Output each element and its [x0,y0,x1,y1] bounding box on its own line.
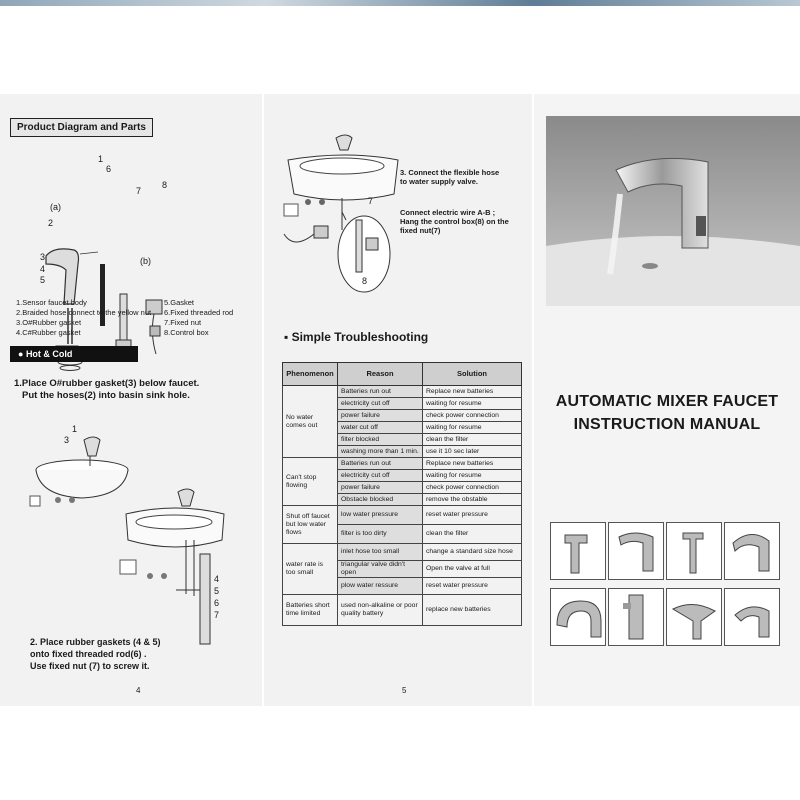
reason-cell: power failure [338,482,423,494]
bullet-icon: ▪ [284,330,292,344]
step-1-line: 1.Place O#rubber gasket(3) below faucet. [14,378,200,389]
faucet-thumbnail [666,588,722,646]
table-row [283,595,522,626]
hot-cold-label: Hot & Cold [25,349,73,359]
reason-cell: washing more than 1 min. [338,446,423,458]
solution-cell: replace new batteries [423,595,522,626]
solution-cell: reset water pressure [423,506,522,525]
parts-list-right [164,298,260,338]
part-item: 3.O#Rubber gasket [16,318,82,327]
reason-cell: plow water ressure [338,578,423,595]
parts-list-left [16,298,166,338]
callout-2: 2 [48,218,54,228]
callout-8: 8 [362,276,368,286]
phenomenon-cell: No water comes out [283,386,338,458]
step-1-callout-3: 3 [64,435,70,445]
header-solution: Solution [423,363,522,386]
faucet-thumbnail [666,522,722,580]
faucet-thumbnail [550,588,606,646]
part-item: 7.Fixed nut [164,318,202,327]
connect-wire-line: fixed nut(7) [400,226,441,235]
callout-3: 3 [40,252,46,262]
phenomenon-cell: water rate is too small [283,544,338,595]
manual-title-line-1: AUTOMATIC MIXER FAUCET [555,393,779,410]
solution-cell: use it 10 sec later [423,446,522,458]
step-3-line: to water supply valve. [400,177,478,186]
solution-cell: waiting for resume [423,422,522,434]
connect-wire-line: Connect electric wire A-B ; [400,208,496,217]
callout-5: 5 [40,275,46,285]
step-1-callout-1: 1 [72,424,78,434]
part-item: 5.Gasket [164,298,195,307]
solution-cell: Open the valve at full [423,561,522,578]
part-item: 8.Control box [164,328,209,337]
callout-a: (a) [50,202,61,212]
section-title: Product Diagram and Parts [10,118,153,137]
page-4 [0,94,262,706]
solution-cell: waiting for resume [423,470,522,482]
product-photo [546,116,800,306]
reason-cell: triangular valve didn't open [338,561,423,578]
bullet-icon: ● [18,349,26,359]
reason-cell: low water pressure [338,506,423,525]
reason-cell: power failure [338,410,423,422]
faucet-thumbnail [608,588,664,646]
solution-cell: Replace new batteries [423,386,522,398]
reason-cell: water cut off [338,422,423,434]
manual-title [534,390,800,436]
faucet-thumbnail [724,522,780,580]
solution-cell: change a standard size hose [423,544,522,561]
page-number: 5 [402,686,407,695]
connect-wire-instructions [400,208,530,235]
table-row [283,544,522,561]
reason-cell: used non-alkaline or poor quality battery [338,595,423,626]
page-number: 4 [136,686,141,695]
reason-cell: filter blocked [338,434,423,446]
solution-cell: clean the filter [423,434,522,446]
step-2-line: 2. Place rubber gaskets (4 & 5) [30,637,161,647]
step-2-callout-5: 5 [214,586,220,596]
manual-title-line-2: INSTRUCTION MANUAL [573,416,761,433]
solution-cell: remove the obstable [423,494,522,506]
step-1 [14,378,254,402]
step-2-callout-7: 7 [214,610,220,620]
callout-6: 6 [106,164,112,174]
solution-cell: Replace new batteries [423,458,522,470]
faucet-thumbnail [724,588,780,646]
step-3 [400,168,530,186]
table-row [283,458,522,470]
step-1-illustration [0,404,262,664]
step-2-line: onto fixed threaded rod(6) . [30,649,147,659]
header-reason: Reason [338,363,423,386]
solution-cell: clean the filter [423,525,522,544]
hot-cold-bar [10,346,138,362]
reason-cell: Batteries run out [338,458,423,470]
part-item: 4.C#Rubber gasket [16,328,81,337]
step-2-callout-6: 6 [214,598,220,608]
step-2 [30,636,258,672]
faucet-thumbnail [550,522,606,580]
step-2-callout-4: 4 [214,574,220,584]
reason-cell: inlet hose too small [338,544,423,561]
part-item: 2.Braided hose connect to the yellow nut [16,308,152,317]
phenomenon-cell: Batteries short time limited [283,595,338,626]
reason-cell: filter is too dirty [338,525,423,544]
step-3-line: 3. Connect the flexible hose [400,168,500,177]
hose-connection-diagram [264,94,532,294]
reason-cell: electricity cut off [338,398,423,410]
solution-cell: check power connection [423,410,522,422]
callout-4: 4 [40,264,46,274]
reason-cell: Batteries run out [338,386,423,398]
part-item: 6.Fixed threaded rod [164,308,234,317]
callout-7: 7 [368,196,374,206]
troubleshooting-title [284,330,428,344]
troubleshooting-table [282,362,522,626]
reason-cell: electricity cut off [338,470,423,482]
callout-8: 8 [162,180,168,190]
phenomenon-cell: Shut off faucet but low water flows [283,506,338,544]
callout-1: 1 [98,154,104,164]
top-decorative-band [0,0,800,6]
faucet-thumbnail [608,522,664,580]
cover-page [534,94,800,706]
callout-7: 7 [136,186,142,196]
step-1-line: Put the hoses(2) into basin sink hole. [22,390,190,401]
solution-cell: waiting for resume [423,398,522,410]
page-5 [264,94,532,706]
connect-wire-line: Hang the control box(8) on the [400,217,509,226]
troubleshooting-title-text: Simple Troubleshooting [291,330,429,344]
reason-cell: Obstacle blocked [338,494,423,506]
solution-cell: check power connection [423,482,522,494]
part-item: 1.Sensor faucet body [16,298,87,307]
solution-cell: reset water pressure [423,578,522,595]
table-row [283,386,522,398]
table-row [283,506,522,525]
step-2-line: Use fixed nut (7) to screw it. [30,661,150,671]
header-phenomenon: Phenomenon [283,363,338,386]
callout-b: (b) [140,256,151,266]
phenomenon-cell: Can't stop flowing [283,458,338,506]
